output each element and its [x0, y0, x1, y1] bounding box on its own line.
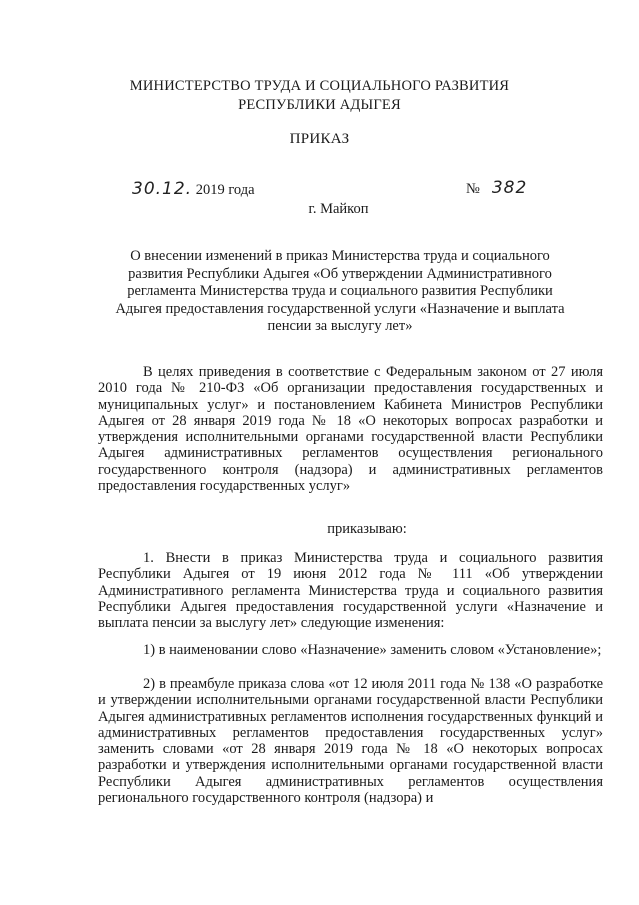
ministry-name-line2: РЕСПУБЛИКИ АДЫГЕЯ [238, 97, 401, 113]
order-subject: О внесении изменений в приказ Министерства труда и социального развития Республики Адыгея «Об утверждении Административного регламента Министерства труда и социального развития Республики Адыгея предоставления государственной услуги «Назначение и выплата пенсии за выслугу лет» [115, 248, 565, 334]
document-type: ПРИКАЗ [289, 131, 350, 147]
order-word: приказываю: [327, 521, 407, 537]
handwritten-number: 382 [491, 178, 528, 198]
preamble-paragraph: В целях приведения в соответствие с Федеральным законом от 27 июля 2010 года № 210-ФЗ «Об организации предоставления государственных и муниципальных услуг» и постановлением Кабинета Министров Республики Адыгея от 28 января 2019 года № 18 «О некоторых вопросах разработки и утверждения исполнительными органами государственной власти Республики Адыгея административных регламентов осуществления регионального государственного контроля (надзора) и административных регламентов предоставления государственных услуг» [98, 364, 603, 495]
number-sign: № [466, 181, 480, 197]
item-1-1-paragraph: 1) в наименовании слово «Назначение» заменить словом «Установление»; [143, 642, 602, 658]
printed-year: 2019 года [195, 182, 255, 198]
item-1-2-paragraph: 2) в преамбуле приказа слова «от 12 июля 2011 года № 138 «О разработке и утверждении исполнительными органами государственной власти Республики Адыгея административных регламентов исполнения государственных функций и административных регламентов предоставления государственных услуг» заменить словами «от 28 января 2019 года № 18 «О некоторых вопросах разработки и утверждения исполнительными органами государственной власти Республики Адыгея административных регламентов осуществления регионального государственного контроля (надзора) и [98, 676, 603, 807]
ministry-name-line1: МИНИСТЕРСТВО ТРУДА И СОЦИАЛЬНОГО РАЗВИТИЯ [129, 78, 510, 94]
order-number [466, 178, 527, 198]
order-date [132, 179, 255, 199]
handwritten-date: 30.12. [132, 179, 193, 199]
item-1-paragraph: 1. Внести в приказ Министерства труда и социального развития Республики Адыгея от 19 июня 2012 года № 111 «Об утверждении Административного регламента Министерства труда и социального развития Республики Адыгея предоставления государственной услуги «Назначение и выплата пенсии за выслугу лет» следующие изменения: [98, 550, 603, 632]
city: г. Майкоп [308, 201, 369, 217]
